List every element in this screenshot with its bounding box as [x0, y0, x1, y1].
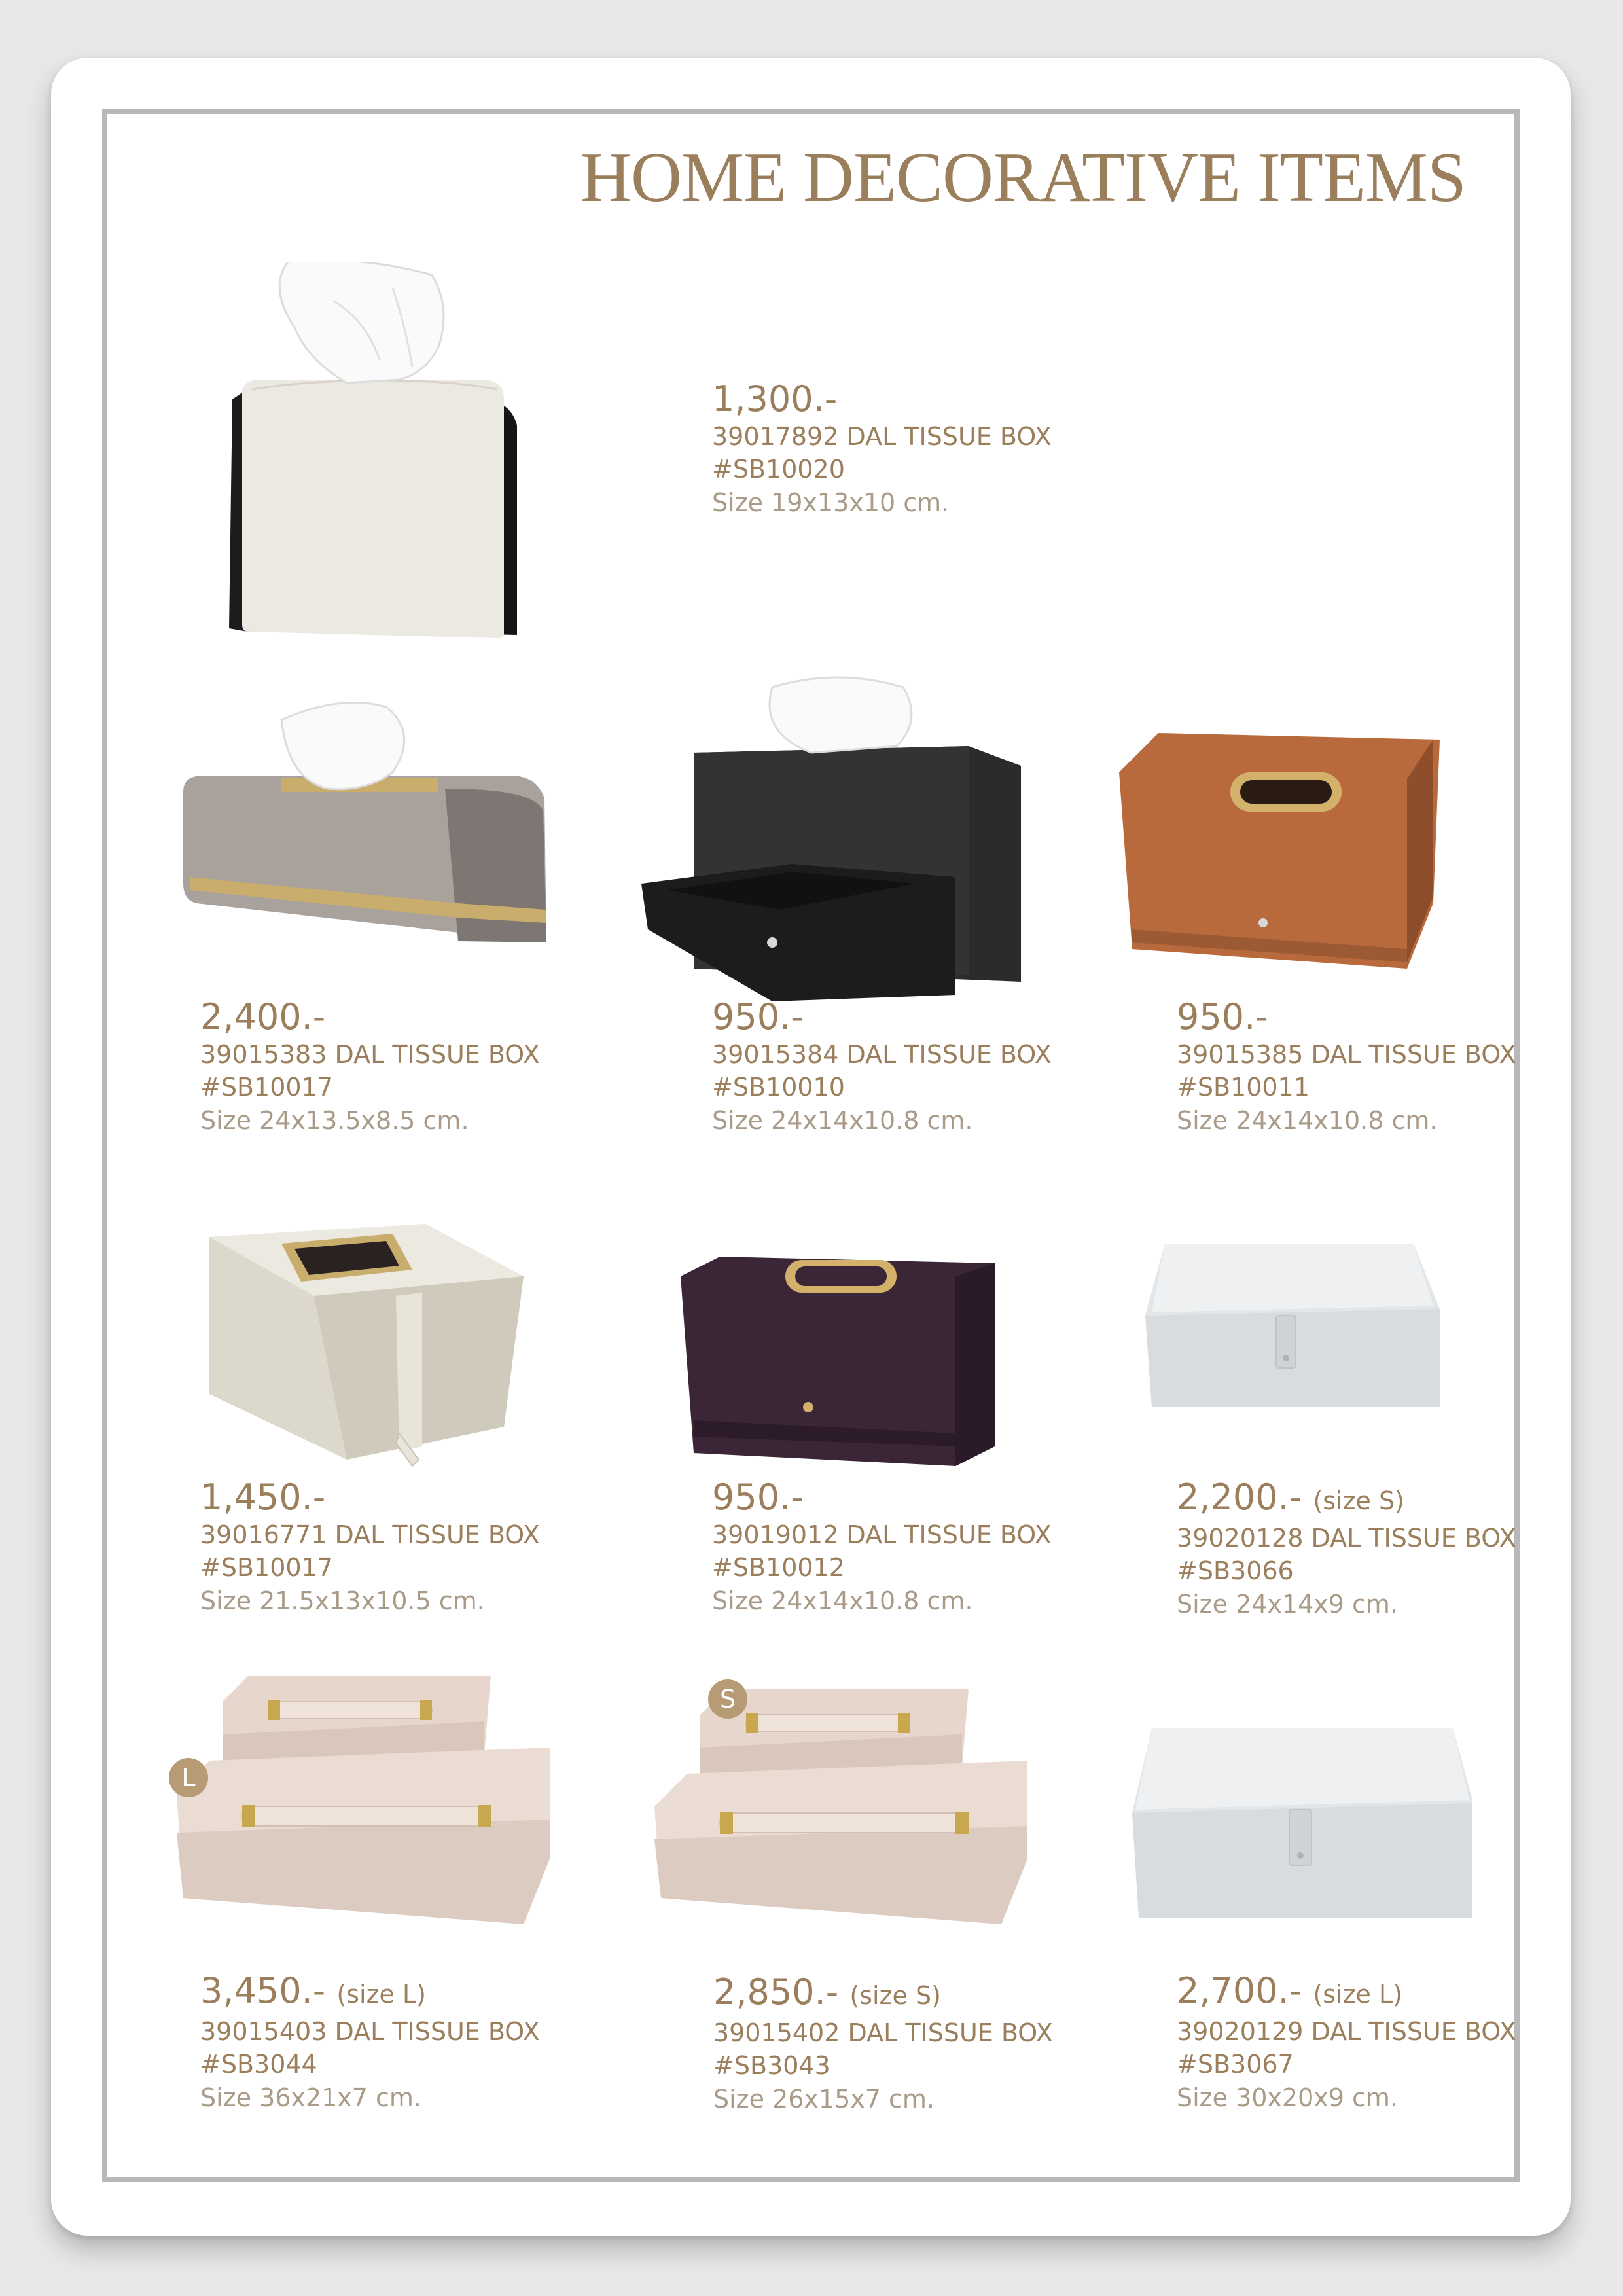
size-badge-small: S [708, 1679, 747, 1719]
product-dimensions: Size 24x14x9 cm. [1177, 1590, 1399, 1619]
product-image-orange-tissue-box [1119, 733, 1446, 969]
product-dimensions: Size 19x13x10 cm. [712, 488, 950, 517]
product-info-6 [712, 1477, 1052, 1618]
product-info-5 [200, 1477, 540, 1618]
product-dimensions: Size 26x15x7 cm. [713, 2085, 935, 2113]
product-image-black-drawer-box [641, 668, 1027, 1008]
product-name: 39020128 DAL TISSUE BOX [1177, 1524, 1516, 1552]
product-info-4 [1177, 996, 1516, 1138]
product-name: 39015385 DAL TISSUE BOX [1177, 1040, 1516, 1069]
product-name: 39019012 DAL TISSUE BOX [712, 1520, 1052, 1549]
product-price: 2,700.- (size L) [1177, 1970, 1403, 2011]
product-price: 2,850.- (size S) [713, 1971, 941, 2013]
product-code: #SB3067 [1177, 2050, 1294, 2079]
product-dimensions: Size 30x20x9 cm. [1177, 2083, 1399, 2112]
product-price: 1,300.- [712, 378, 838, 420]
product-dimensions: Size 24x14x10.8 cm. [1177, 1106, 1438, 1135]
product-info-9 [713, 1971, 1053, 2116]
product-image-cream-tissue-box [203, 1198, 530, 1473]
product-code: #SB10011 [1177, 1073, 1310, 1102]
product-name: 39017892 DAL TISSUE BOX [712, 422, 1052, 451]
product-name: 39016771 DAL TISSUE BOX [200, 1520, 540, 1549]
product-code: #SB3043 [713, 2051, 830, 2080]
product-dimensions: Size 21.5x13x10.5 cm. [200, 1587, 485, 1615]
product-name: 39020129 DAL TISSUE BOX [1177, 2017, 1516, 2046]
product-name: 39015384 DAL TISSUE BOX [712, 1040, 1052, 1069]
page-title: HOME DECORATIVE ITEMS [580, 139, 1466, 217]
product-code: #SB3044 [200, 2050, 317, 2079]
product-price: 2,200.- (size S) [1177, 1477, 1404, 1518]
product-price: 1,450.- [200, 1477, 326, 1518]
product-image-purple-tissue-box [681, 1250, 1001, 1466]
product-dimensions: Size 24x14x10.8 cm. [712, 1587, 973, 1615]
size-badge-large: L [169, 1758, 208, 1797]
product-code: #SB3066 [1177, 1556, 1294, 1585]
product-dimensions: Size 24x13.5x8.5 cm. [200, 1106, 469, 1135]
product-code: #SB10020 [712, 455, 845, 484]
product-code: #SB10017 [200, 1553, 333, 1582]
product-info-1 [712, 378, 1052, 520]
product-image-taupe-tissue-box [170, 694, 550, 949]
product-info-8 [200, 1970, 540, 2115]
product-price: 950.- [712, 1477, 804, 1518]
product-image-stacked-boxes-large [170, 1676, 556, 1924]
product-price: 950.- [1177, 996, 1268, 1037]
product-info-7 [1177, 1477, 1516, 1621]
product-price: 2,400.- [200, 996, 326, 1037]
product-price: 950.- [712, 996, 804, 1037]
product-code: #SB10017 [200, 1073, 333, 1102]
product-name: 39015403 DAL TISSUE BOX [200, 2017, 540, 2046]
product-dimensions: Size 24x14x10.8 cm. [712, 1106, 973, 1135]
product-image-grey-box-small [1139, 1244, 1446, 1414]
product-image-white-tissue-box [216, 262, 609, 641]
product-name: 39015402 DAL TISSUE BOX [713, 2018, 1053, 2047]
product-price: 3,450.- (size L) [200, 1970, 427, 2011]
product-dimensions: Size 36x21x7 cm. [200, 2083, 422, 2112]
product-name: 39015383 DAL TISSUE BOX [200, 1040, 540, 1069]
product-info-10 [1177, 1970, 1516, 2115]
product-image-stacked-boxes-small [648, 1689, 1034, 1924]
product-image-grey-box-large [1126, 1728, 1479, 1924]
product-info-2 [200, 996, 540, 1138]
product-code: #SB10012 [712, 1553, 845, 1582]
product-info-3 [712, 996, 1052, 1138]
product-code: #SB10010 [712, 1073, 845, 1102]
